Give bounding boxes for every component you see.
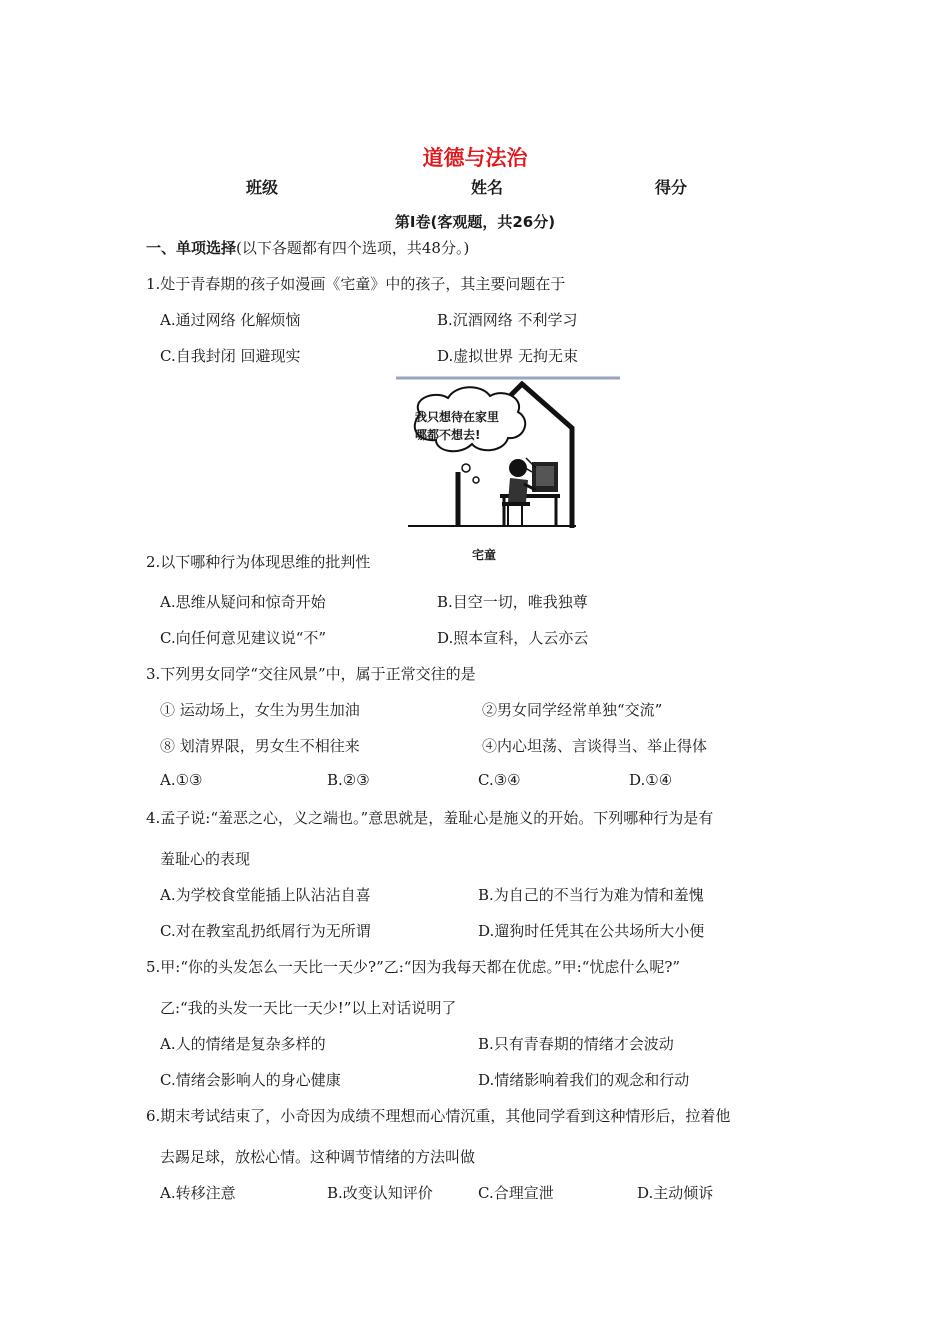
- q5-option-b: B.只有青春期的情绪才会波动: [478, 1035, 674, 1053]
- question-4-stem-cont: 羞耻心的表现: [160, 850, 251, 868]
- score-label: 得分: [655, 178, 688, 197]
- q2-option-b: B.目空一切，唯我独尊: [437, 593, 588, 611]
- q3-item-2: ②男女同学经常单独“交流”: [482, 701, 663, 719]
- cartoon-bubble-line-2: 哪都不想去!: [415, 428, 481, 442]
- volume-heading: 第Ⅰ卷(客观题，共26分): [394, 213, 556, 231]
- question-5-stem-cont: 乙:“我的头发一天比一天少!”以上对话说明了: [160, 999, 457, 1017]
- q1-option-c: C.自我封闭 回避现实: [160, 347, 301, 365]
- q3-option-c: C.③④: [478, 771, 521, 789]
- q3-item-3: ⑧ 划清界限，男女生不相往来: [160, 737, 360, 755]
- q1-option-b: B.沉酒网络 不利学习: [437, 311, 578, 329]
- question-6-stem: 6.期末考试结束了，小奇因为成绩不理想而心情沉重，其他同学看到这种情形后，拉着他: [146, 1107, 731, 1125]
- question-3-stem: 3.下列男女同学“交往风景”中，属于正常交往的是: [146, 665, 476, 683]
- class-label: 班级: [246, 178, 279, 197]
- q3-item-4: ④内心坦荡、言谈得当、举止得体: [482, 737, 708, 755]
- q6-option-b: B.改变认知评价: [327, 1184, 433, 1202]
- q2-option-a: A.思维从疑问和惊奇开始: [160, 593, 326, 611]
- cartoon-caption: 宅童: [472, 548, 497, 562]
- q3-option-a: A.①③: [160, 771, 203, 789]
- question-2-stem: 2.以下哪种行为体现思维的批判性: [146, 553, 371, 571]
- q1-option-a: A.通过网络 化解烦恼: [160, 311, 301, 329]
- section-note: (以下各题都有四个选项，共48分。): [236, 239, 470, 257]
- section-label: 一、单项选择: [146, 239, 237, 257]
- cartoon-drawing: [396, 376, 620, 566]
- q3-item-1: ① 运动场上，女生为男生加油: [160, 701, 360, 719]
- q4-option-a: A.为学校食堂能插上队沾沾自喜: [160, 886, 371, 904]
- q6-option-d: D.主动倾诉: [637, 1184, 714, 1202]
- q2-option-d: D.照本宣科，人云亦云: [437, 629, 589, 647]
- question-4-stem: 4.孟子说:“羞恶之心，义之端也。”意思就是，羞耻心是施义的开始。下列哪种行为是有: [146, 809, 714, 827]
- q5-option-d: D.情绪影响着我们的观念和行动: [478, 1071, 690, 1089]
- q6-option-c: C.合理宣泄: [478, 1184, 554, 1202]
- question-6-stem-cont: 去踢足球，放松心情。这种调节情绪的方法叫做: [160, 1148, 476, 1166]
- q4-option-d: D.遛狗时任凭其在公共场所大小便: [478, 922, 705, 940]
- section-heading: [146, 237, 469, 258]
- cartoon-illustration: [396, 376, 620, 566]
- cartoon-bubble-line-1: 我只想待在家里: [415, 410, 500, 424]
- q2-option-c: C.向任何意见建议说“不”: [160, 629, 327, 647]
- paper-title: 道德与法治: [422, 146, 528, 170]
- q6-option-a: A.转移注意: [160, 1184, 236, 1202]
- name-label: 姓名: [471, 178, 504, 197]
- q5-option-c: C.情绪会影响人的身心健康: [160, 1071, 341, 1089]
- q4-option-c: C.对在教室乱扔纸屑行为无所谓: [160, 922, 371, 940]
- q3-option-d: D.①④: [629, 771, 673, 789]
- q5-option-a: A.人的情绪是复杂多样的: [160, 1035, 326, 1053]
- q1-option-d: D.虚拟世界 无拘无束: [437, 347, 579, 365]
- q3-option-b: B.②③: [327, 771, 370, 789]
- q4-option-b: B.为自己的不当行为难为情和羞愧: [478, 886, 704, 904]
- question-1-stem: 1.处于青春期的孩子如漫画《宅童》中的孩子，其主要问题在于: [146, 275, 566, 293]
- question-5-stem: 5.甲:“你的头发怎么一天比一天少?”乙:“因为我每天都在优虑。”甲:“忧虑什么呢?”: [146, 958, 681, 976]
